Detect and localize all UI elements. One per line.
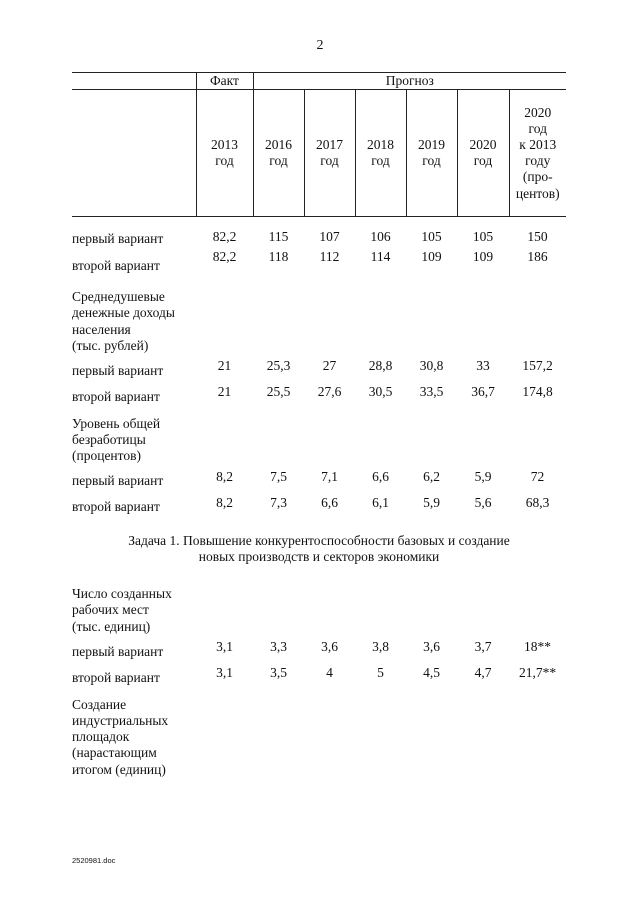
table-cell: 5 xyxy=(377,664,384,680)
table-cell: 30,5 xyxy=(368,383,393,399)
row-label: второй вариант xyxy=(72,499,160,515)
indicator-row xyxy=(72,691,566,782)
row-label: первый вариант xyxy=(72,231,164,247)
row-label: второй вариант xyxy=(72,669,160,685)
table-cell: 118 xyxy=(268,249,289,265)
table-cell: 5,9 xyxy=(474,468,492,484)
table-cell: 4 xyxy=(326,664,333,680)
header-2020-vs-2013: 2020 год к 2013 году (про- центов) xyxy=(509,90,566,217)
table-cell: 150 xyxy=(527,229,548,245)
table-cell: 4,5 xyxy=(423,664,440,680)
table-cell: 109 xyxy=(421,249,442,265)
table-row xyxy=(72,665,566,691)
indicator-row xyxy=(72,574,566,639)
table-cell: 36,7 xyxy=(471,383,495,399)
table-row xyxy=(72,217,566,250)
row-label: второй вариант xyxy=(72,388,160,404)
row-label: первый вариант xyxy=(72,362,164,378)
table-cell: 3,8 xyxy=(372,638,389,654)
header-year-2019: 2019 год xyxy=(406,90,457,217)
indicator-sites-label: Создание индустриальных площадок (нарастающим итогом (единиц) xyxy=(72,696,169,777)
table-row xyxy=(72,469,566,495)
table-cell: 109 xyxy=(472,249,494,265)
file-name-footer: 2520981.doc xyxy=(72,856,116,865)
table-cell: 27 xyxy=(322,357,337,373)
table-cell: 3,5 xyxy=(270,664,287,680)
table-cell: 21 xyxy=(217,383,232,399)
header-year-2020: 2020 год xyxy=(457,90,509,217)
table-cell: 3,1 xyxy=(216,664,233,680)
task-1-title: Задача 1. Повышение конкурентоспособности базовых и создание новых производств и секторов экономики xyxy=(128,532,510,565)
table-cell: 114 xyxy=(370,249,391,265)
table-cell: 6,2 xyxy=(423,468,440,484)
table-cell: 105 xyxy=(421,229,442,245)
table-cell: 8,2 xyxy=(216,468,233,484)
table-cell: 6,6 xyxy=(321,494,338,510)
section-row xyxy=(72,521,566,575)
header-year-2018: 2018 год xyxy=(355,90,406,217)
table-cell: 82,2 xyxy=(212,229,237,245)
table-cell: 21 xyxy=(217,357,232,373)
table-cell: 3,3 xyxy=(270,638,287,654)
table-cell: 7,5 xyxy=(270,468,287,484)
table-cell: 3,6 xyxy=(423,638,440,654)
table-cell: 25,5 xyxy=(266,383,291,399)
table-cell: 112 xyxy=(319,249,340,265)
table-cell: 33,5 xyxy=(419,383,444,399)
table-cell: 3,1 xyxy=(216,638,233,654)
table-cell: 5,6 xyxy=(474,494,492,510)
header-blank xyxy=(72,73,196,90)
row-label: первый вариант xyxy=(72,643,164,659)
header-blank-2 xyxy=(72,90,196,217)
table-cell: 30,8 xyxy=(419,357,444,373)
header-row-years xyxy=(72,90,566,217)
header-year-2016: 2016 год xyxy=(253,90,304,217)
table-cell: 107 xyxy=(319,229,340,245)
table-cell: 82,2 xyxy=(212,249,237,265)
table-cell: 7,1 xyxy=(321,468,338,484)
table-cell: 105 xyxy=(472,229,494,245)
header-year-2013: 2013 год xyxy=(196,90,253,217)
indicator-row xyxy=(72,410,566,469)
indicator-row xyxy=(72,283,566,358)
table-row xyxy=(72,358,566,384)
table-cell: 68,3 xyxy=(525,494,550,510)
table-cell: 18** xyxy=(524,638,552,654)
header-year-2017: 2017 год xyxy=(304,90,355,217)
table-cell: 4,7 xyxy=(474,664,492,680)
table-cell: 33 xyxy=(476,357,490,373)
table-cell: 5,9 xyxy=(423,494,440,510)
table-row xyxy=(72,249,566,283)
forecast-table xyxy=(72,72,566,782)
table-row xyxy=(72,639,566,665)
table-cell: 8,2 xyxy=(216,494,233,510)
table-cell: 6,1 xyxy=(372,494,389,510)
table-cell: 174,8 xyxy=(522,383,553,399)
table-cell: 72 xyxy=(530,468,545,484)
table-cell: 21,7** xyxy=(518,664,557,680)
table-cell: 28,8 xyxy=(368,357,393,373)
table-row xyxy=(72,384,566,410)
header-row-top xyxy=(72,73,566,90)
header-fact: Факт xyxy=(196,73,253,90)
table-cell: 27,6 xyxy=(317,383,342,399)
table-cell: 186 xyxy=(527,249,548,265)
table-cell: 106 xyxy=(370,229,391,245)
row-label: второй вариант xyxy=(72,258,160,274)
table-row xyxy=(72,495,566,521)
indicator-jobs-label: Число созданных рабочих мест (тыс. единиц) xyxy=(72,586,172,634)
table-cell: 3,7 xyxy=(474,638,492,654)
table-cell: 3,6 xyxy=(321,638,338,654)
header-forecast: Прогноз xyxy=(253,73,566,90)
row-label: первый вариант xyxy=(72,473,164,489)
table-cell: 115 xyxy=(268,229,289,245)
table-cell: 6,6 xyxy=(372,468,389,484)
page-number: 2 xyxy=(316,38,324,53)
table-cell: 25,3 xyxy=(266,357,291,373)
table-cell: 157,2 xyxy=(522,357,553,373)
indicator-unemployment-label: Уровень общей безработицы (процентов) xyxy=(72,415,161,464)
table-cell: 7,3 xyxy=(270,494,287,510)
indicator-income-label: Среднедушевые денежные доходы населения (тыс. рублей) xyxy=(72,289,175,353)
